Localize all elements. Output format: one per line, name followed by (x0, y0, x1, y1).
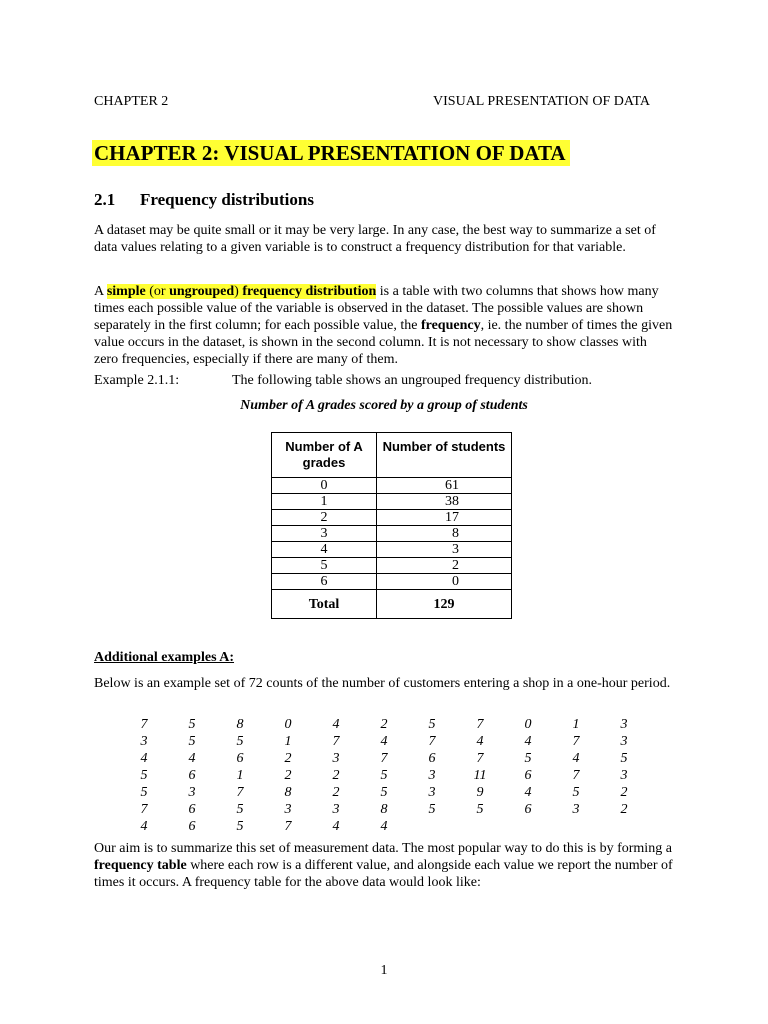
data-grid-row (120, 750, 648, 767)
data-grid-cell: 2 (332, 768, 340, 783)
paragraph-definition (94, 283, 674, 368)
data-grid-row (120, 716, 648, 733)
data-grid-cell: 5 (380, 785, 388, 800)
running-header-right: VISUAL PRESENTATION OF DATA (433, 94, 650, 109)
section-heading (94, 190, 314, 210)
data-grid-cell: 7 (140, 802, 148, 817)
data-grid-cell: 7 (332, 734, 340, 749)
total-label: Total (272, 590, 377, 619)
table-cell: 1 (272, 494, 377, 510)
table-cell (377, 558, 512, 574)
table-row (272, 526, 512, 542)
table-cell: 2 (272, 510, 377, 526)
page-number: 1 (380, 963, 388, 978)
cell-value: 61 (445, 478, 459, 493)
data-grid-cell: 4 (332, 819, 340, 834)
data-grid-cell: 8 (236, 717, 244, 732)
data-grid-cell: 1 (236, 768, 244, 783)
data-grid-cell: 3 (572, 802, 580, 817)
term-frequency-distribution: frequency distribution (242, 284, 377, 299)
data-grid-cell: 5 (236, 734, 244, 749)
table-cell (377, 574, 512, 590)
data-grid-cell: 6 (524, 802, 532, 817)
data-grid-cell: 4 (380, 734, 388, 749)
data-grid-cell: 5 (428, 802, 436, 817)
data-grid-row (120, 784, 648, 801)
data-grid-cell: 3 (620, 734, 628, 749)
table-row (272, 478, 512, 494)
example-line (94, 373, 592, 389)
data-grid-cell: 5 (140, 785, 148, 800)
data-grid-cell: 0 (284, 717, 292, 732)
data-grid-cell: 5 (236, 802, 244, 817)
data-grid-row (120, 767, 648, 784)
data-grid-cell: 2 (620, 785, 628, 800)
data-grid-cell: 5 (140, 768, 148, 783)
paragraph-intro: A dataset may be quite small or it may be very large. In any case, the best way to summarize a set of data values relating to a given variable is to construct a frequency distribution for that variable. (94, 223, 656, 255)
data-grid-cell: 6 (236, 751, 244, 766)
highlighted-term (107, 284, 376, 299)
data-grid-cell: 4 (140, 751, 148, 766)
data-grid-row (120, 801, 648, 818)
data-grid-cell: 5 (188, 734, 196, 749)
data-grid-cell: 1 (572, 717, 580, 732)
data-grid-cell: 1 (284, 734, 292, 749)
section-number: 2.1 (94, 190, 116, 209)
text-run: ) (234, 284, 243, 299)
data-grid-cell: 2 (284, 768, 292, 783)
data-grid-row (120, 818, 648, 835)
text-run: Our aim is to summarize this set of measurement data. The most popular way to do this is by forming a (94, 841, 672, 856)
data-grid-row (120, 733, 648, 750)
data-grid-cell: 5 (380, 768, 388, 783)
data-grid-cell: 7 (140, 717, 148, 732)
data-grid-cell: 7 (428, 734, 436, 749)
table-cell: 4 (272, 542, 377, 558)
data-grid-cell: 7 (380, 751, 388, 766)
data-grid-cell: 3 (620, 717, 628, 732)
data-grid-cell: 7 (572, 768, 580, 783)
data-grid-cell: 3 (620, 768, 628, 783)
data-grid-cell: 2 (380, 717, 388, 732)
data-grid-cell: 4 (524, 734, 532, 749)
term-simple: simple (106, 284, 146, 299)
table-cell (377, 478, 512, 494)
table-caption: Number of A grades scored by a group of students (240, 398, 528, 413)
cell-value: 3 (452, 542, 459, 557)
table-cell (377, 510, 512, 526)
data-grid-cell: 9 (476, 785, 484, 800)
data-grid-cell: 3 (188, 785, 196, 800)
data-grid-cell: 2 (284, 751, 292, 766)
table-row (272, 574, 512, 590)
table-total-row (272, 590, 512, 619)
table-row (272, 542, 512, 558)
cell-value: 17 (445, 510, 459, 525)
data-grid-cell: 4 (332, 717, 340, 732)
text-run: is a table with two columns that shows how many times each possible value of the variable is observed in the dataset. The possible values are shown separately in the first column; for each possible value, the (94, 284, 659, 333)
data-grid-cell: 7 (236, 785, 244, 800)
paragraph-frequency-table (94, 840, 674, 891)
table-cell (377, 542, 512, 558)
paragraph-dataset-intro: Below is an example set of 72 counts of the number of customers entering a shop in a one-hour period. (94, 676, 671, 691)
data-grid-cell: 4 (140, 819, 148, 834)
data-grid-cell: 6 (188, 819, 196, 834)
data-grid-cell: 11 (473, 768, 487, 783)
data-grid-cell: 2 (620, 802, 628, 817)
data-grid-cell: 8 (380, 802, 388, 817)
data-grid-cell: 7 (476, 717, 484, 732)
data-grid-cell: 5 (476, 802, 484, 817)
data-grid-cell: 5 (428, 717, 436, 732)
chapter-title: CHAPTER 2: VISUAL PRESENTATION OF DATA (92, 140, 570, 166)
column-header-grades: Number of A grades (272, 433, 377, 478)
data-grid-cell: 8 (284, 785, 292, 800)
data-grid-cell: 3 (140, 734, 148, 749)
term-frequency: frequency (420, 318, 481, 333)
total-value: 129 (377, 590, 512, 619)
text-run: (or (145, 284, 170, 299)
data-grid-cell: 4 (476, 734, 484, 749)
data-grid-cell: 7 (476, 751, 484, 766)
example-text: The following table shows an ungrouped frequency distribution. (232, 373, 593, 388)
cell-value: 0 (452, 574, 459, 589)
data-grid-cell: 4 (188, 751, 196, 766)
column-header-students: Number of students (377, 433, 512, 478)
data-grid-cell: 4 (524, 785, 532, 800)
data-grid-cell: 0 (524, 717, 532, 732)
data-grid-cell: 5 (524, 751, 532, 766)
frequency-table (271, 432, 512, 619)
section-title: Frequency distributions (140, 190, 314, 209)
example-label: Example 2.1.1: (94, 373, 180, 388)
data-grid-cell: 6 (188, 768, 196, 783)
table-cell: 0 (272, 478, 377, 494)
text-run: where each row is a different value, and alongside each value we report the number of times it occurs. A frequency table for the above data would look like: (94, 858, 673, 890)
data-grid-cell: 5 (572, 785, 580, 800)
additional-examples-heading: Additional examples A: (94, 650, 235, 665)
text-run: A (94, 284, 107, 299)
table-row (272, 558, 512, 574)
table-row (272, 510, 512, 526)
cell-value: 8 (452, 526, 459, 541)
cell-value: 38 (445, 494, 459, 509)
data-grid-cell: 5 (188, 717, 196, 732)
data-grid-cell: 5 (236, 819, 244, 834)
data-grid-cell: 3 (284, 802, 292, 817)
running-header-left: CHAPTER 2 (94, 94, 169, 109)
data-grid-cell: 7 (284, 819, 292, 834)
data-grid-cell: 6 (524, 768, 532, 783)
table-cell (377, 494, 512, 510)
table-cell: 3 (272, 526, 377, 542)
data-grid-cell: 3 (428, 785, 436, 800)
cell-value: 2 (452, 558, 459, 573)
table-cell: 6 (272, 574, 377, 590)
text-run: , ie. the number of times the given value occurs in the dataset, is shown in the second column. It is not necessary to show classes with zero frequencies, especially if there are many of them. (94, 318, 673, 367)
table-cell: 5 (272, 558, 377, 574)
data-grid-cell: 2 (332, 785, 340, 800)
table-header-row (272, 433, 512, 478)
data-grid-cell: 3 (332, 751, 340, 766)
data-grid-cell: 6 (188, 802, 196, 817)
data-grid-cell: 5 (620, 751, 628, 766)
table-row (272, 494, 512, 510)
data-grid (120, 716, 648, 835)
data-grid-cell: 6 (428, 751, 436, 766)
data-grid-cell: 7 (572, 734, 580, 749)
data-grid-cell: 4 (380, 819, 388, 834)
data-grid-cell: 4 (572, 751, 580, 766)
table-cell (377, 526, 512, 542)
data-grid-cell: 3 (428, 768, 436, 783)
term-ungrouped: ungrouped (169, 284, 235, 299)
data-grid-cell: 3 (332, 802, 340, 817)
term-frequency-table: frequency table (94, 858, 187, 873)
